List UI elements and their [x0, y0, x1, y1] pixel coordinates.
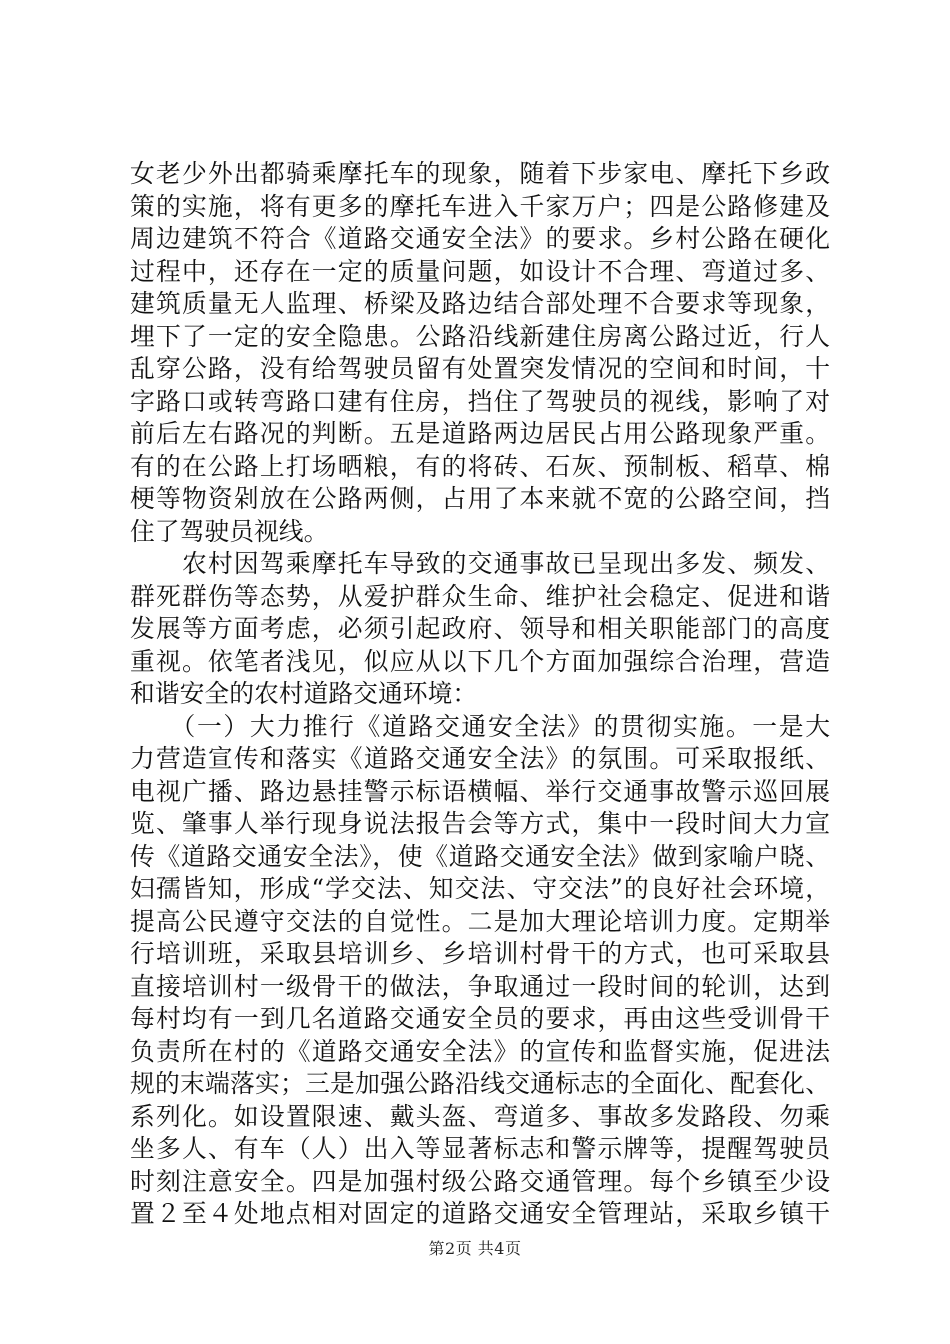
text-line: 群死群伤等态势，从爱护群众生命、维护社会稳定、促进和谐	[130, 581, 830, 611]
body-text	[130, 158, 830, 1231]
text-line: （一）大力推行《道路交通安全法》的贯彻实施。一是大	[130, 711, 830, 741]
text-line: 传《道路交通安全法》，使《道路交通安全法》做到家喻户晓、	[130, 841, 830, 871]
text-line: 农村因驾乘摩托车导致的交通事故已呈现出多发、频发、	[130, 549, 830, 578]
page-footer: 第2页 共4页	[428, 1239, 522, 1258]
text-line: 行培训班，采取县培训乡、乡培训村骨干的方式，也可采取县	[130, 939, 830, 968]
text-line: 坐多人、有车（人）出入等显著标志和警示牌等，提醒驾驶员	[130, 1134, 830, 1163]
text-line: 置２至４处地点相对固定的道路交通安全管理站，采取乡镇干	[130, 1199, 830, 1228]
text-line: 和谐安全的农村道路交通环境：	[130, 679, 478, 708]
text-line: 字路口或转弯路口建有住房，挡住了驾驶员的视线，影响了对	[130, 386, 830, 416]
text-line: 力营造宣传和落实《道路交通安全法》的氛围。可采取报纸、	[130, 744, 830, 773]
text-line: 策的实施，将有更多的摩托车进入千家万户；四是公路修建及	[130, 191, 830, 221]
text-line: 埋下了一定的安全隐患。公路沿线新建住房离公路过近，行人	[130, 321, 830, 351]
text-line: 妇孺皆知，形成“学交法、知交法、守交法”的良好社会环境，	[130, 874, 830, 903]
text-line: 直接培训村一级骨干的做法，争取通过一段时间的轮训，达到	[130, 971, 830, 1001]
text-line: 住了驾驶员视线。	[130, 516, 329, 546]
text-line: 览、肇事人举行现身说法报告会等方式，集中一段时间大力宣	[130, 809, 830, 838]
text-line: 规的末端落实；三是加强公路沿线交通标志的全面化、配套化、	[130, 1069, 830, 1098]
text-line: 女老少外出都骑乘摩托车的现象，随着下步家电、摩托下乡政	[130, 159, 830, 188]
text-line: 时刻注意安全。四是加强村级公路交通管理。每个乡镇至少设	[130, 1166, 830, 1196]
text-line: 重视。依笔者浅见，似应从以下几个方面加强综合治理，营造	[130, 646, 830, 676]
text-line: 过程中，还存在一定的质量问题，如设计不合理、弯道过多、	[130, 256, 830, 286]
text-line: 有的在公路上打场晒粮，有的将砖、石灰、预制板、稻草、棉	[130, 451, 830, 481]
text-line: 乱穿公路，没有给驾驶员留有处置突发情况的空间和时间，十	[130, 354, 830, 383]
text-line: 负责所在村的《道路交通安全法》的宣传和监督实施，促进法	[130, 1036, 830, 1066]
text-line: 提高公民遵守交法的自觉性。二是加大理论培训力度。定期举	[130, 906, 830, 936]
text-line: 前后左右路况的判断。五是道路两边居民占用公路现象严重。	[130, 419, 830, 448]
text-line: 电视广播、路边悬挂警示标语横幅、举行交通事故警示巡回展	[130, 776, 830, 806]
text-line: 系列化。如设置限速、戴头盔、弯道多、事故多发路段、勿乘	[130, 1101, 830, 1131]
text-line: 每村均有一到几名道路交通安全员的要求，再由这些受训骨干	[130, 1004, 830, 1033]
text-line: 周边建筑不符合《道路交通安全法》的要求。乡村公路在硬化	[130, 224, 830, 253]
text-line: 发展等方面考虑，必须引起政府、领导和相关职能部门的高度	[130, 614, 830, 643]
text-line: 梗等物资剁放在公路两侧，占用了本来就不宽的公路空间，挡	[130, 484, 830, 513]
text-line: 建筑质量无人监理、桥梁及路边结合部处理不合要求等现象，	[130, 289, 830, 318]
